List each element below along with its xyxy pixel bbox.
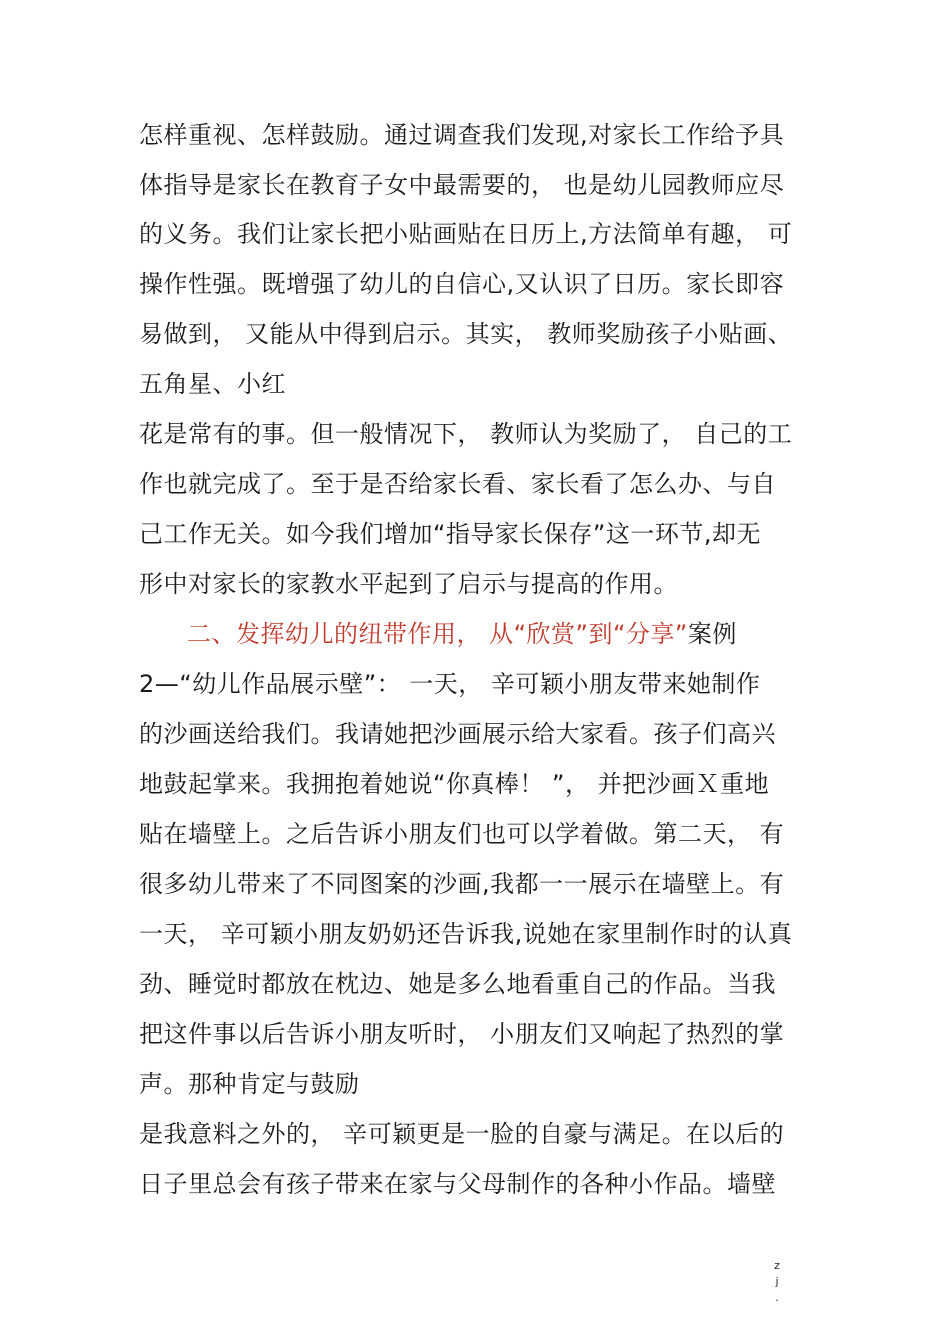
footer-char: z bbox=[774, 1259, 780, 1272]
section-heading-line bbox=[187, 609, 819, 659]
text-line: 2—“幼儿作品展示壁”： 一天， 辛可颖小朋友带来她制作 bbox=[139, 670, 761, 698]
text-line: 易做到， 又能从中得到启示。其实， 教师奖励孩子小贴画、 bbox=[139, 320, 793, 348]
text-line: 地鼓起掌来。我拥抱着她说“你真棒！ ”， 并把沙画Ｘ重地 bbox=[139, 770, 770, 798]
text-line: 五角星、小红 bbox=[139, 370, 286, 398]
section-heading-suffix: 案例 bbox=[687, 620, 737, 648]
text-line: 的义务。我们让家长把小贴画贴在日历上,方法简单有趣， 可 bbox=[139, 220, 793, 248]
text-line: 花是常有的事。但一般情况下， 教师认为奖励了， 自己的工 bbox=[139, 420, 793, 448]
text-line: 很多幼儿带来了不同图案的沙画,我都一一展示在墙壁上。有 bbox=[139, 870, 785, 898]
footer-watermark bbox=[770, 1258, 784, 1306]
text-line: 贴在墙壁上。之后告诉小朋友们也可以学着做。第二天， 有 bbox=[139, 820, 785, 848]
footer-char: j bbox=[775, 1275, 779, 1288]
text-line: 劲、睡觉时都放在枕边、她是多么地看重自己的作品。当我 bbox=[139, 970, 776, 998]
text-line: 是我意料之外的， 辛可颖更是一脸的自豪与满足。在以后的 bbox=[139, 1120, 785, 1148]
text-line: 形中对家长的家教水平起到了启示与提高的作用。 bbox=[139, 570, 678, 598]
text-line: 的沙画送给我们。我请她把沙画展示给大家看。孩子们高兴 bbox=[139, 720, 776, 748]
text-line: 操作性强。既增强了幼儿的自信心,又认识了日历。家长即容 bbox=[139, 270, 785, 298]
text-line: 己工作无关。如今我们增加“指导家长保存”这一环节,却无 bbox=[139, 520, 761, 548]
section-heading: 二、发挥幼儿的纽带作用， 从“欣赏”到“分享” bbox=[187, 620, 688, 648]
text-line: 怎样重视、怎样鼓励。通过调查我们发现,对家长工作给予具 bbox=[139, 121, 785, 149]
text-line: 作也就完成了。至于是否给家长看、家长看了怎么办、与自 bbox=[139, 470, 776, 498]
text-line: 声。那种肯定与鼓励 bbox=[139, 1070, 360, 1098]
footer-char: . bbox=[775, 1291, 779, 1304]
text-line: 体指导是家长在教育子女中最需要的， 也是幼儿园教师应尽 bbox=[139, 171, 785, 199]
text-line: 把这件事以后告诉小朋友听时， 小朋友们又响起了热烈的掌 bbox=[139, 1020, 785, 1048]
text-line: 一天， 辛可颖小朋友奶奶还告诉我,说她在家里制作时的认真 bbox=[139, 920, 793, 948]
text-line: 日子里总会有孩子带来在家与父母制作的各种小作品。墙壁 bbox=[139, 1170, 776, 1198]
